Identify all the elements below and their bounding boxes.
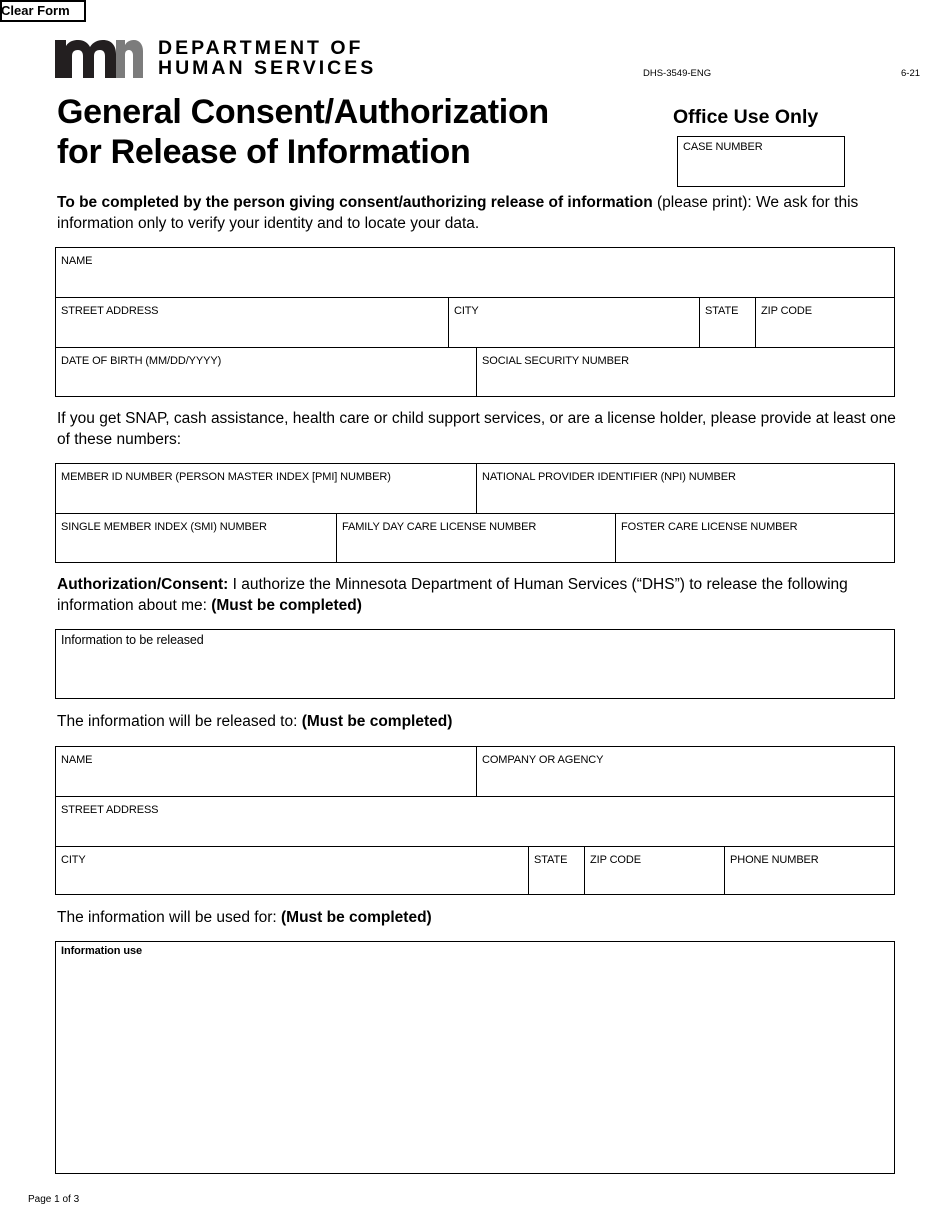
- recipient-name-cell: [56, 747, 476, 796]
- case-number-label: CASE NUMBER: [683, 141, 763, 153]
- recipient-phone-label: PHONE NUMBER: [730, 854, 819, 866]
- agency-name-line1: DEPARTMENT OF: [158, 37, 364, 59]
- family-license-label: FAMILY DAY CARE LICENSE NUMBER: [342, 521, 537, 533]
- office-use-heading: Office Use Only: [673, 106, 819, 128]
- person-zip-input[interactable]: [756, 318, 894, 347]
- person-name-cell: [56, 248, 894, 297]
- agency-name-line2: HUMAN SERVICES: [158, 57, 377, 79]
- recipient-street-input[interactable]: [56, 817, 894, 846]
- person-state-cell: [699, 298, 755, 347]
- recipient-state-label: STATE: [534, 854, 568, 866]
- smi-label: SINGLE MEMBER INDEX (SMI) NUMBER: [61, 521, 267, 533]
- ssn-label: SOCIAL SECURITY NUMBER: [482, 355, 629, 367]
- recipient-name-input[interactable]: [56, 767, 476, 796]
- npi-cell: [476, 464, 894, 513]
- recipient-company-input[interactable]: [477, 767, 894, 796]
- info-released-input[interactable]: [56, 650, 894, 698]
- info-use-grid: [55, 941, 895, 1174]
- recipient-phone-input[interactable]: [725, 867, 894, 894]
- foster-license-cell: [615, 514, 894, 562]
- recipient-phone-cell: [724, 847, 894, 894]
- person-city-label: CITY: [454, 305, 479, 317]
- person-zip-label: ZIP CODE: [761, 305, 812, 317]
- person-street-input[interactable]: [56, 318, 448, 347]
- person-name-input[interactable]: [56, 268, 894, 297]
- dob-cell: [56, 348, 476, 396]
- info-released-label: Information to be released: [61, 633, 204, 647]
- intro-text: [57, 192, 897, 234]
- person-zip-cell: [755, 298, 894, 347]
- smi-cell: [56, 514, 336, 562]
- authorization-rest: I authorize the Minnesota Department of Human Services (“DHS”) to release the following information about me:: [57, 576, 848, 614]
- info-use-cell: [56, 942, 894, 1173]
- family-license-input[interactable]: [337, 534, 615, 562]
- recipient-state-cell: [528, 847, 584, 894]
- revision-date: 6-21: [901, 68, 921, 79]
- recipient-state-input[interactable]: [529, 867, 584, 894]
- clear-form-button[interactable]: Clear Form: [0, 0, 86, 22]
- used-for-plain: The information will be used for:: [57, 909, 281, 926]
- recipient-street-cell: [56, 797, 894, 846]
- info-use-input[interactable]: [56, 962, 894, 1173]
- used-for-must: (Must be completed): [281, 909, 432, 926]
- dob-input[interactable]: [56, 368, 476, 396]
- npi-input[interactable]: [477, 484, 894, 513]
- title-line2: for Release of Information: [57, 133, 471, 171]
- intro-rest: (please print): We ask for this information only to verify your identity and to locate your data.: [57, 194, 859, 232]
- person-street-cell: [56, 298, 448, 347]
- smi-input[interactable]: [56, 534, 336, 562]
- info-released-cell: [56, 630, 894, 698]
- info-released-grid: [55, 629, 895, 699]
- page-title: [57, 92, 549, 172]
- recipient-zip-input[interactable]: [585, 867, 724, 894]
- person-state-label: STATE: [705, 305, 739, 317]
- recipient-city-label: CITY: [61, 854, 86, 866]
- person-state-input[interactable]: [700, 318, 755, 347]
- pmi-cell: [56, 464, 476, 513]
- family-license-cell: [336, 514, 615, 562]
- pmi-label: MEMBER ID NUMBER (PERSON MASTER INDEX [PMI] NUMBER): [61, 471, 391, 483]
- person-info-grid: [55, 247, 895, 397]
- recipient-city-input[interactable]: [56, 867, 528, 894]
- ssn-input[interactable]: [477, 368, 894, 396]
- authorization-bold: Authorization/Consent:: [57, 576, 229, 593]
- released-to-must: (Must be completed): [301, 713, 453, 730]
- form-id: DHS-3549-ENG: [643, 68, 712, 79]
- released-to-text: [57, 711, 897, 732]
- released-to-plain: The information will be released to:: [57, 713, 302, 730]
- id-numbers-grid: [55, 463, 895, 563]
- person-street-label: STREET ADDRESS: [61, 305, 159, 317]
- mn-logo-icon: [55, 40, 143, 78]
- case-number-box: [677, 136, 845, 187]
- pmi-input[interactable]: [56, 484, 476, 513]
- authorization-text: [57, 574, 897, 616]
- recipient-zip-label: ZIP CODE: [590, 854, 641, 866]
- title-line1: General Consent/Authorization: [57, 93, 549, 131]
- recipient-city-cell: [56, 847, 528, 894]
- authorization-must: (Must be completed): [211, 597, 362, 614]
- person-name-label: NAME: [61, 255, 93, 267]
- snap-text: If you get SNAP, cash assistance, health care or child support services, or are a license holder, please provide at least one of these numbers:: [57, 410, 896, 448]
- recipient-street-label: STREET ADDRESS: [61, 804, 159, 816]
- page-number: Page 1 of 3: [28, 1194, 80, 1205]
- used-for-text: [57, 907, 897, 928]
- recipient-company-cell: [476, 747, 894, 796]
- recipient-zip-cell: [584, 847, 724, 894]
- ssn-cell: [476, 348, 894, 396]
- foster-license-label: FOSTER CARE LICENSE NUMBER: [621, 521, 798, 533]
- released-to-grid: [55, 746, 895, 895]
- npi-label: NATIONAL PROVIDER IDENTIFIER (NPI) NUMBER: [482, 471, 736, 483]
- intro-bold: To be completed by the person giving consent/authorizing release of information: [57, 194, 653, 211]
- person-city-cell: [448, 298, 699, 347]
- recipient-name-label: NAME: [61, 754, 93, 766]
- info-use-label: Information use: [61, 945, 143, 957]
- recipient-company-label: COMPANY OR AGENCY: [482, 754, 604, 766]
- person-city-input[interactable]: [449, 318, 699, 347]
- foster-license-input[interactable]: [616, 534, 894, 562]
- agency-name: [158, 38, 376, 78]
- dob-label: DATE OF BIRTH (MM/DD/YYYY): [61, 355, 222, 367]
